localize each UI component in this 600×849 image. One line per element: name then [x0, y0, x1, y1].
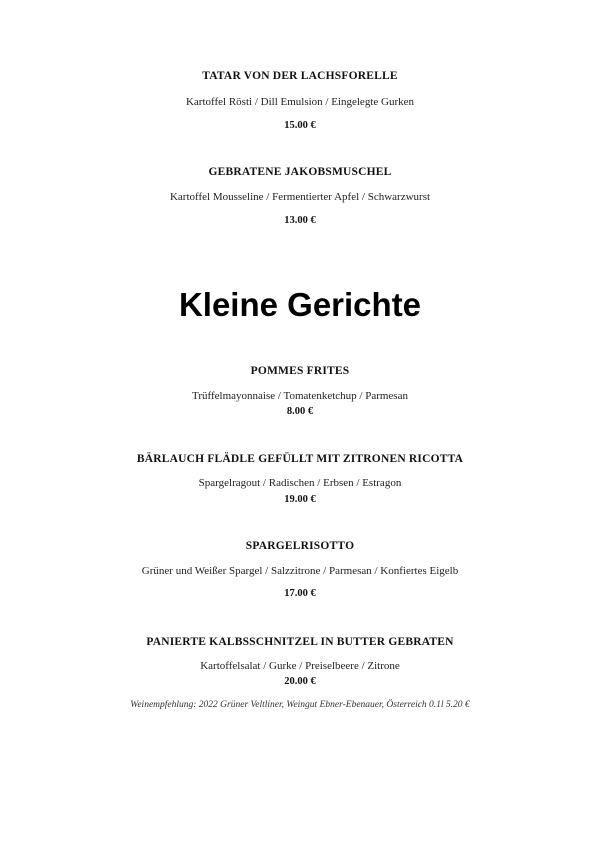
dish-price: 8.00 €: [286, 406, 314, 417]
dish-price: 20.00 €: [284, 676, 316, 687]
dish-description: Grüner und Weißer Spargel / Salzzitrone / Parmesan / Konfiertes Eigelb: [141, 565, 459, 577]
dish-title: BÄRLAUCH FLÄDLE GEFÜLLT MIT ZITRONEN RICOTTA: [136, 453, 464, 465]
dish-title: GEBRATENE JAKOBSMUSCHEL: [208, 166, 392, 178]
dish-price: 17.00 €: [284, 588, 316, 599]
dish-description: Trüffelmayonnaise / Tomatenketchup / Parmesan: [192, 390, 408, 402]
wine-recommendation: Weinempfehlung: 2022 Grüner Veltliner, Weingut Ebner-Ebenauer, Österreich 0.1l 5.20 €: [130, 700, 470, 710]
dish-description: Kartoffelsalat / Gurke / Preiselbeere / Zitrone: [200, 660, 400, 672]
dish-price: 19.00 €: [284, 494, 316, 505]
dish-description: Kartoffel Mousseline / Fermentierter Apfel / Schwarzwurst: [169, 191, 431, 203]
dish-title: SPARGELRISOTTO: [245, 540, 355, 552]
dish-description: Spargelragout / Radischen / Erbsen / Estragon: [198, 477, 402, 489]
dish-title: PANIERTE KALBSSCHNITZEL IN BUTTER GEBRATEN: [146, 636, 454, 648]
dish-title: POMMES FRITES: [250, 365, 350, 377]
section-heading: Kleine Gerichte: [178, 286, 422, 323]
dish-price: 13.00 €: [284, 215, 316, 226]
dish-description: Kartoffel Rösti / Dill Emulsion / Eingelegte Gurken: [185, 96, 414, 108]
dish-title: TATAR VON DER LACHSFORELLE: [202, 70, 398, 82]
dish-price: 15.00 €: [284, 120, 316, 131]
